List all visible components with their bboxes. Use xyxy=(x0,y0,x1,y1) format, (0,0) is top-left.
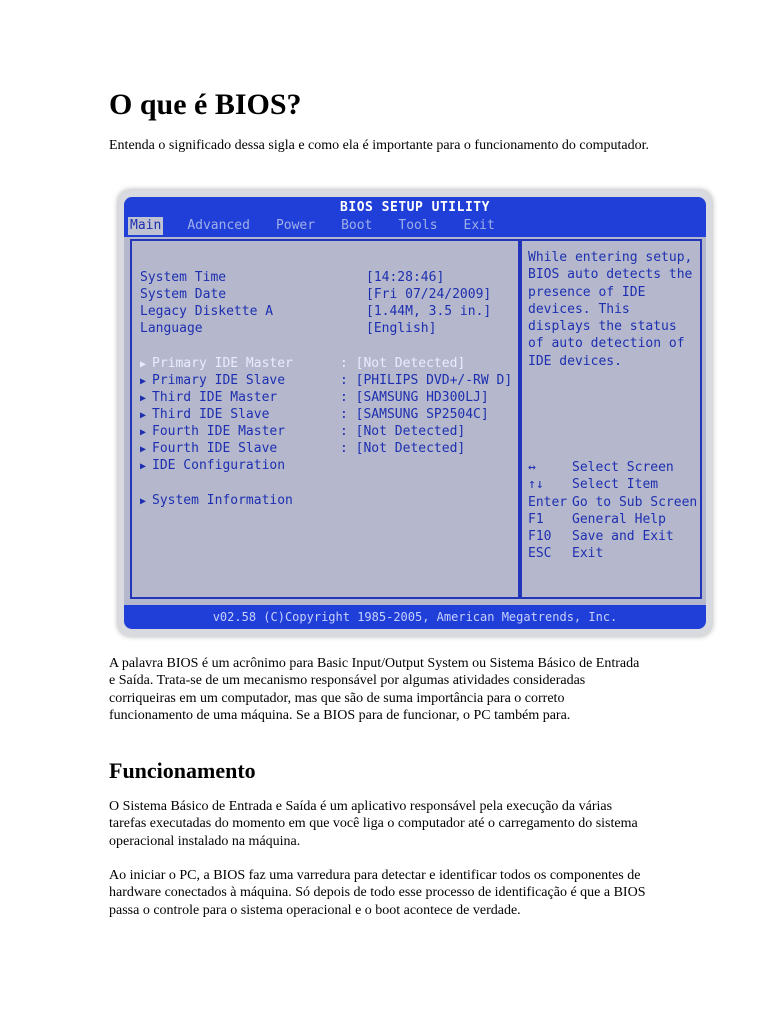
bios-menu xyxy=(128,217,521,235)
key-row: ESC Exit xyxy=(528,546,604,562)
paragraph-2: O Sistema Básico de Entrada e Saída é um aplicativo responsável pela execução da várias tarefas executadas do momento em que você liga o computador até o carregamento do sistema operacional instalado na máquina. xyxy=(109,799,638,849)
bios-help-panel xyxy=(520,239,702,599)
bios-settings-panel: System Time [14:28:46] System Date [Fri 07/24/2009] Legacy Diskette A [1.44M, 3.5 in.] Language [English] ▶ Primary IDE Master : [Not Detected] ▶ Primary IDE Slave : [PHILIPS DVD+/-RW D] ▶ Third IDE Master : [SAMSUNG HD300LJ] ▶ Third IDE Slave : [SAMSUNG SP2504C] ▶ Fourth IDE Master : [Not Detected] ▶ Fourth IDE Slave : [Not Detected] ▶ IDE Configuration ▶ System Information xyxy=(130,239,520,599)
bios-footer: v02.58 (C)Copyright 1985-2005, American Megatrends, Inc. xyxy=(124,605,706,629)
bios-menu-tools: Tools xyxy=(398,218,438,233)
triangle-right-icon: ▶ xyxy=(140,359,147,370)
triangle-right-icon: ▶ xyxy=(140,427,147,438)
paragraph-3: Ao iniciar o PC, a BIOS faz uma varredura para detectar e identificar todos os componentes de hardware conectados à máquina. Só depois de todo esse processo de identificação é que a BIOS passa o controle para o sistema operacional e o boot acontece de verdade. xyxy=(109,868,646,918)
intro-text: Entenda o significado dessa sigla e como ela é importante para o funcionamento do computador. xyxy=(109,138,649,153)
bios-menu-boot: Boot xyxy=(341,218,373,233)
triangle-right-icon: ▶ xyxy=(140,444,147,455)
bios-header-bar xyxy=(124,197,706,237)
bios-menu-exit: Exit xyxy=(463,218,495,233)
key-row: ↑↓ Select Item xyxy=(528,477,659,493)
key-row: Enter Go to Sub Screen xyxy=(528,494,698,510)
bios-screenshot xyxy=(124,197,706,629)
key-row: F1 General Help xyxy=(528,511,666,527)
triangle-right-icon: ▶ xyxy=(140,410,147,421)
bios-title: BIOS SETUP UTILITY xyxy=(340,200,490,215)
section-heading: Funcionamento xyxy=(109,758,256,783)
bios-key-legend xyxy=(528,459,697,563)
bios-menu-main: Main xyxy=(130,218,162,233)
page-title: O que é BIOS? xyxy=(109,88,302,121)
key-row: ↔ Select Screen xyxy=(528,460,674,475)
triangle-right-icon: ▶ xyxy=(140,461,147,472)
bios-menu-power: Power xyxy=(275,218,316,233)
key-row: F10 Save and Exit xyxy=(528,529,674,545)
bios-menu-advanced: Advanced xyxy=(187,218,250,233)
triangle-right-icon: ▶ xyxy=(140,376,147,387)
paragraph-1: A palavra BIOS é um acrônimo para Basic Input/Output System ou Sistema Básico de Entrada e Saída. Trata-se de um mecanismo responsável por algumas atividades consideradas corriqueiras em um computador, mas que são de suma importância para o correto funcionamento de uma máquina. Se a BIOS para de funcionar, o PC também para. xyxy=(109,656,640,724)
triangle-right-icon: ▶ xyxy=(140,393,147,404)
triangle-right-icon: ▶ xyxy=(140,496,147,507)
bios-help-text: While entering setup, BIOS auto detects the presence of IDE devices. This displays the status of auto detection of IDE devices. xyxy=(528,250,693,369)
